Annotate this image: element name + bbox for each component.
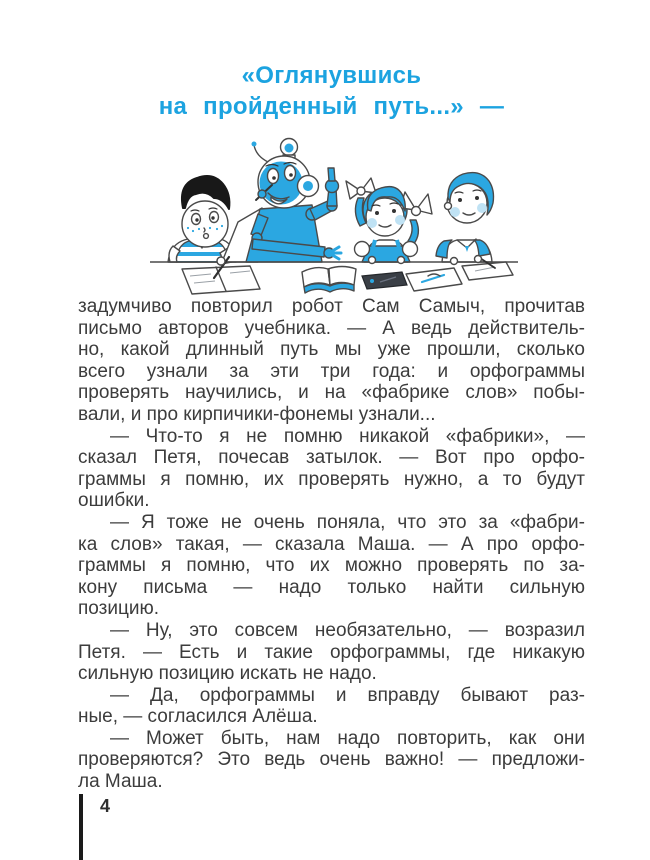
text-line: граммы я помню, их проверять нужно, а то будут <box>78 468 585 490</box>
illustration-children-robot <box>110 136 540 306</box>
text-line: ошибки. <box>78 490 150 512</box>
page-number: 4 <box>100 796 111 816</box>
text-line: кону письма — надо только найти сильную <box>78 576 585 598</box>
chapter-title-line2: на пройденный путь...» — <box>158 93 505 120</box>
text-line: ла Маша. <box>78 771 163 793</box>
margin-rule <box>79 794 83 860</box>
text-line: проверять научились, и на «фабрике слов» побы- <box>78 382 585 404</box>
text-line: — Может быть, нам надо повторить, как они <box>110 727 585 749</box>
illustration <box>110 136 540 306</box>
text-line: граммы я помню, что их можно проверять по за- <box>78 555 585 577</box>
text-line: проверяются? Это ведь очень важно! — предложи- <box>78 749 585 771</box>
body-text <box>78 296 585 793</box>
text-line: сильную позицию искать не надо. <box>78 663 377 685</box>
text-line: — Да, орфограммы и вправду бывают раз- <box>110 684 585 706</box>
text-line: позицию. <box>78 598 159 620</box>
chapter-title <box>78 60 585 122</box>
text-line: — Ну, это совсем необязательно, — возразил <box>110 619 585 641</box>
chapter-title-line1: «Оглянувшись <box>241 62 422 89</box>
text-line: но, какой длинный путь мы уже прошли, сколько <box>78 339 585 361</box>
text-line: — Что-то я не помню никакой «фабрики», — <box>110 425 585 447</box>
boy-alyosha <box>436 173 494 262</box>
text-line: Петя. — Есть и такие орфограммы, где никакую <box>78 641 585 663</box>
text-line: — Я тоже не очень поняла, что это за «фабри- <box>110 511 585 533</box>
robot-sam-samych <box>222 139 341 263</box>
text-line: всего узнали за эти три года: и орфограммы <box>78 360 585 382</box>
girl-masha <box>346 178 432 262</box>
text-line: задумчиво повторил робот Сам Самыч, прочитав <box>78 296 585 317</box>
text-line: ные, — согласился Алёша. <box>78 706 318 728</box>
text-line: сказал Петя, почесав затылок. — Вот про орфо- <box>78 447 585 469</box>
text-line: вали, и про кирпичики-фонемы узнали... <box>78 403 436 425</box>
text-line: ка слов» такая, — сказала Маша. — А про орфо- <box>78 533 585 555</box>
text-line: письмо авторов учебника. — А ведь действитель- <box>78 317 585 339</box>
